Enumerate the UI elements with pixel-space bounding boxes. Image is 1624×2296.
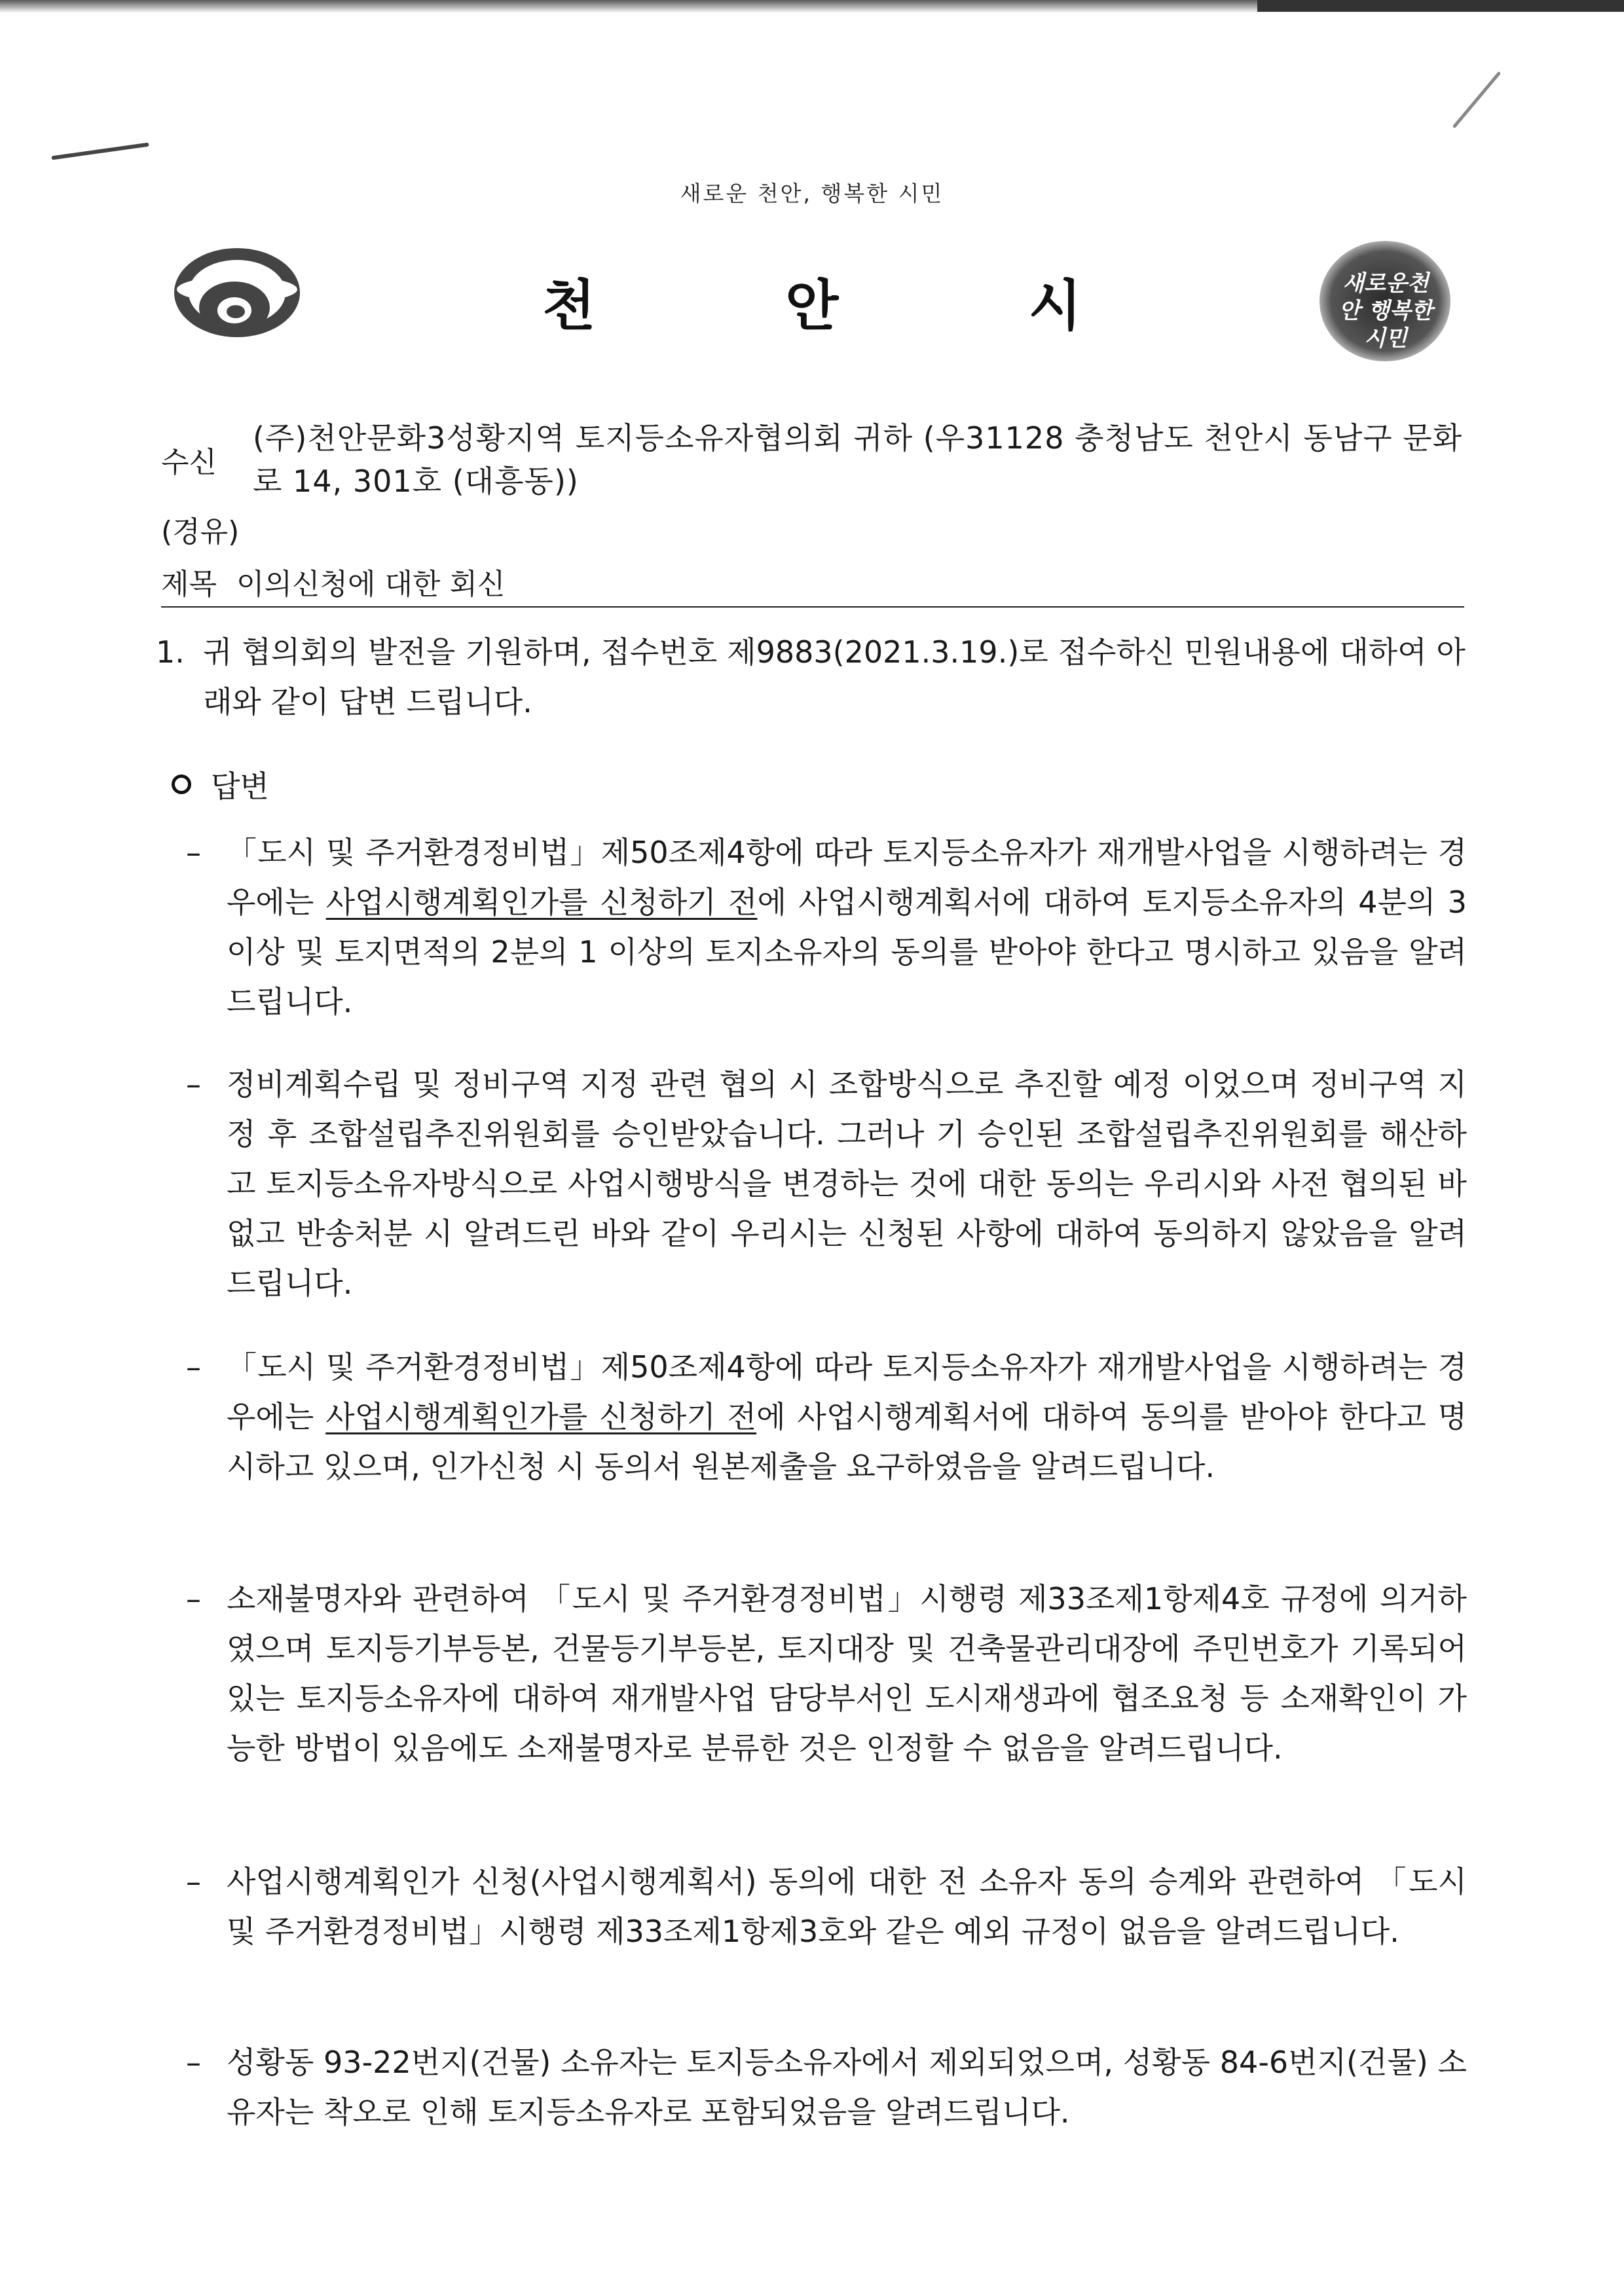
answer-text-part: 에 사업시행계획서에 대하여 토지등소유자의 4분의 3 이상 및 토지면적의 2분의 1 이상의 토지소유자의 동의를 받아야 한다고 명시하고 있음을 알려드립니다. (227, 884, 1467, 1019)
via-label: (경유) (161, 515, 240, 549)
dash-bullet: – (186, 1581, 201, 1616)
org-name-char: 천 (542, 274, 596, 338)
logo-slogan-text: 새로운천안 행복한시민 (1338, 270, 1433, 352)
answer-item (186, 828, 1467, 1027)
answer-heading-text: 답변 (211, 769, 269, 804)
underlined-phrase: 사업시행계획인가를 신청하기 전 (325, 1399, 757, 1434)
answer-text-part: 「도시 및 주거환경정비법」제50조제4항에 따라 토지등소유자가 재개발사업을 시행하려는 경우에는 (227, 835, 1467, 920)
scan-edge-dark (1257, 0, 1624, 12)
dash-bullet: – (186, 1349, 201, 1385)
answer-item-text: 사업시행계획인가 신청(사업시행계획서) 동의에 대한 전 소유자 동의 승계와 관련하여 「도시 및 주거환경정비법」시행령 제33조제1항제3호와 같은 예외 규정이 없음을 알려드립니다. (227, 1864, 1467, 1949)
answer-item-text: 정비계획수립 및 정비구역 지정 관련 협의 시 조합방식으로 추진할 예정 이었으며 정비구역 지정 후 조합설립추진위원회를 승인받았습니다. 그러나 기 승인된 조합설립추진위원회를 해산하고 토지등소유자방식으로 사업시행방식을 변경하는 것에 대한 동의는 우리시와 사전 협의된 바 없고 반송처분 시 알려드린 바와 같이 우리시는 신청된 사항에 대하여 동의하지 않았음을 알려드립니다. (227, 1066, 1467, 1301)
answer-text-part: 「도시 및 주거환경정비법」제50조제4항에 따라 토지등소유자가 재개발사업을 시행하려는 경우에는 (227, 1349, 1467, 1434)
answer-item-text (227, 828, 1467, 1027)
subject-text: 이의신청에 대한 회신 (236, 568, 506, 601)
recipient-label: 수신 (161, 446, 217, 479)
answer-item (186, 1857, 1467, 1956)
scan-mark-right (1452, 71, 1502, 128)
dash-bullet: – (186, 2045, 201, 2080)
answer-item (186, 1342, 1467, 1491)
subject-row (161, 560, 506, 602)
answer-heading (172, 763, 269, 806)
header-slogan: 새로운 천안, 행복한 시민 (680, 181, 944, 206)
subject-divider (161, 606, 1464, 608)
answer-item-text: 성황동 93-22번지(건물) 소유자는 토지등소유자에서 제외되었으며, 성황동 84-6번지(건물) 소유자는 착오로 인해 토지등소유자로 포함되었음을 알려드립니다. (227, 2045, 1467, 2130)
paragraph-text: 귀 협의회의 발전을 기원하며, 접수번호 제9883(2021.3.19.)로 접수하신 민원내용에 대하여 아래와 같이 답변 드립니다. (203, 634, 1466, 720)
underlined-phrase: 사업시행계획인가를 신청하기 전 (325, 884, 758, 920)
circle-bullet-icon (172, 774, 191, 794)
answer-item-text: 소재불명자와 관련하여 「도시 및 주거환경정비법」시행령 제33조제1항제4호 규정에 의거하였으며 토지등기부등본, 건물등기부등본, 토지대장 및 건축물관리대장에 주민번호가 기록되어있는 토지등소유자에 대하여 재개발사업 담당부서인 도시재생과에 협조요청 등 소재확인이 가능한 방법이 있음에도 소재불명자로 분류한 것은 인정할 수 없음을 알려드립니다. (227, 1581, 1467, 1766)
answer-item (186, 1059, 1467, 1308)
answer-item-text (227, 1342, 1467, 1491)
dash-bullet: – (186, 1864, 201, 1899)
dash-bullet: – (186, 835, 201, 870)
recipient-text: (주)천안문화3성황지역 토지등소유자협의회 귀하 (우31128 충청남도 천안시 동남구 문화로 14, 301호 (대흥동)) (253, 420, 1463, 499)
paragraph-1 (156, 627, 1466, 727)
scan-mark-left (51, 143, 149, 160)
org-name-char: 안 (785, 274, 839, 338)
slogan-brush-logo (1316, 236, 1454, 367)
answer-item (186, 2037, 1467, 2137)
subject-label: 제목 (161, 568, 217, 601)
paragraph-number: 1. (156, 634, 185, 670)
answer-text-part: 에 사업시행계획서에 대하여 동의를 받아야 한다고 명시하고 있으며, 인가신청 시 동의서 원본제출을 요구하였음을 알려드립니다. (227, 1399, 1467, 1484)
answer-item (186, 1574, 1467, 1773)
org-name-char: 시 (1028, 274, 1082, 338)
dash-bullet: – (186, 1066, 201, 1102)
